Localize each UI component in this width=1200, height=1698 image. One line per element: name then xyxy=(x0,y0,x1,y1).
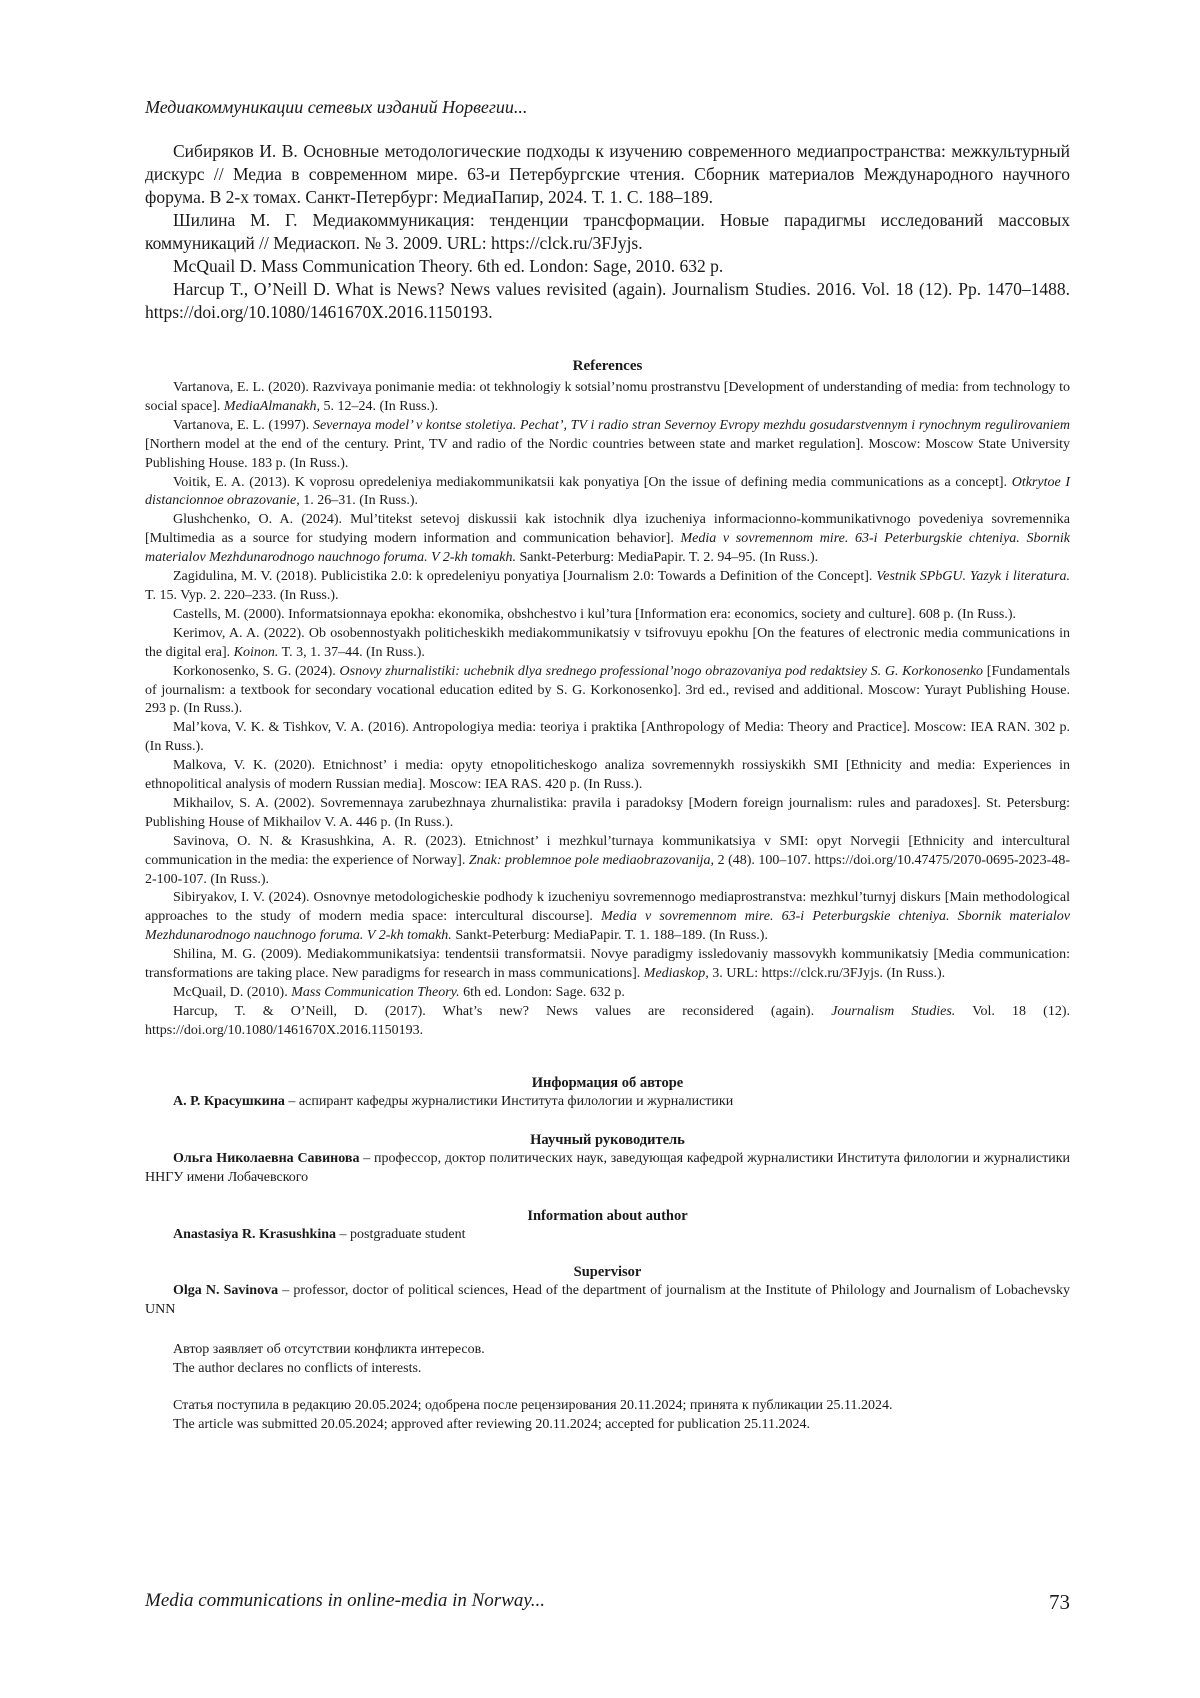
reference-text: Castells, M. (2000). Informatsionnaya epokha: ekonomika, obshchestvo i kul’tura [Information era: economics, society and culture]. 608 p. (In Russ.). xyxy=(173,606,1017,622)
supervisor-ru xyxy=(145,1132,1070,1187)
en-reference-item xyxy=(145,1003,1070,1041)
reference-text: Voitik, E. A. (2013). K voprosu opredeleniya mediakommunikatsii kak ponyatiya [On the issue of defining media communications as a concept]. xyxy=(173,474,1012,490)
author-info-en-heading: Information about author xyxy=(527,1208,688,1224)
reference-source: Otkrytoe I distancionnoe obrazovanie, xyxy=(145,474,1070,509)
reference-source: Vestnik SPbGU. Yazyk i literatura. xyxy=(876,569,1070,585)
reference-text: Mal’kova, V. K. & Tishkov, V. A. (2016). Antropologiya media: teoriya i praktika [Anthropology of Media: Theory and Practice]. Moscow: IEA RAN. 302 p. (In Russ.). xyxy=(145,720,1070,755)
references-heading: References xyxy=(572,358,643,374)
en-reference-list xyxy=(145,379,1070,1041)
en-reference-item xyxy=(145,625,1070,663)
supervisor-name: Ольга Николаевна Савинова xyxy=(173,1151,360,1166)
ru-reference-list xyxy=(145,140,1070,324)
reference-source: Koinon. xyxy=(233,644,279,660)
author-info-ru-text xyxy=(145,1092,1070,1111)
reference-text: Malkova, V. K. (2020). Etnichnost’ i media: opyty etnopoliticheskogo analiza sovremennykh rossiyskikh SMI [Ethnicity and media: Experiences in ethnopolitical analysis of modern Russian media]. Moscow: IEA RAS. 420 p. (In Russ.). xyxy=(145,758,1070,793)
reference-source: Severnaya model’ v kontse stoletiya. Pechat’, TV i radio stran Severnoy Evropy mezhdu gosudarstvennym i rynochnym regulirovaniem xyxy=(312,417,1071,433)
author-info-en-text xyxy=(145,1225,1070,1244)
reference-text: Zagidulina, M. V. (2018). Publicistika 2.0: k opredeleniyu ponyatiya [Journalism 2.0: Towards a Definition of the Concept]. xyxy=(173,569,877,585)
en-reference-item xyxy=(145,795,1070,833)
reference-source: Journalism Studies. xyxy=(831,1003,956,1019)
en-reference-item xyxy=(145,946,1070,984)
en-reference-item xyxy=(145,511,1070,568)
reference-text: Korkonosenko, S. G. (2024). xyxy=(173,663,340,679)
supervisor-en-heading: Supervisor xyxy=(573,1264,642,1280)
ru-reference-item: Harcup T., O’Neill D. What is News? News values revisited (again). Journalism Studies. 2016. Vol. 18 (12). Pp. 1470–1488. https://doi.org/10.1080/1461670X.2016.1150193. xyxy=(145,279,1070,322)
reference-text: 6th ed. London: Sage. 632 p. xyxy=(459,985,625,1000)
reference-text: Shilina, M. G. (2009). Mediakommunikatsiya: tendentsii transformatsii. Novye paradigmy issledovaniy massovykh kommunikatsiy [Media communication: transformations are taking place. New paradigms for research in mass communications]. xyxy=(145,947,1070,982)
reference-source: MediaAlmanakh, xyxy=(223,398,320,414)
ru-reference-item: Шилина М. Г. Медиакоммуникация: тенденции трансформации. Новые парадигмы исследований массовых коммуникаций // Медиаскоп. № 3. 2009. URL: https://clck.ru/3FJyjs. xyxy=(145,210,1070,253)
reference-text: Vol. 18 (12). https://doi.org/10.1080/1461670X.2016.1150193. xyxy=(145,1003,1070,1038)
page-number: 73 xyxy=(1049,1590,1070,1614)
en-reference-item xyxy=(145,719,1070,757)
reference-text: 5. 12–24. (In Russ.). xyxy=(319,398,439,414)
footer-title: Media communications in online-media in Norway... xyxy=(145,1590,546,1611)
running-head: Медиакоммуникации сетевых изданий Норвегии... xyxy=(145,97,528,117)
en-reference-item xyxy=(145,889,1070,946)
reference-text: Vartanova, E. L. (1997). xyxy=(173,417,313,433)
en-reference-item xyxy=(145,757,1070,795)
reference-source: Osnovy zhurnalistiki: uchebnik dlya srednego professional’nogo obrazovaniya pod redaktsiey S. G. Korkonosenko xyxy=(339,663,984,679)
reference-text: Sankt-Peterburg: MediaPapir. T. 2. 94–95. (In Russ.). xyxy=(515,550,819,566)
reference-text: Sankt-Peterburg: MediaPapir. T. 1. 188–189. (In Russ.). xyxy=(451,928,768,944)
ru-reference-item: Сибиряков И. В. Основные методологические подходы к изучению современного медиапространства: межкультурный дискурс // Медиа в современном мире. 63-и Петербургские чтения. Сборник материалов Международного научного форума. В 2-х томах. Санкт-Петербург: МедиаПапир, 2024. Т. 1. С. 188–189. xyxy=(145,141,1070,207)
author-desc: – postgraduate student xyxy=(336,1227,466,1242)
dates-en: The article was submitted 20.05.2024; approved after reviewing 20.11.2024; accepted for publication 25.11.2024. xyxy=(173,1417,810,1432)
reference-text: 3. URL: https://clck.ru/3FJyjs. (In Russ.). xyxy=(708,966,946,982)
dates-ru: Статья поступила в редакцию 20.05.2024; одобрена после рецензирования 20.11.2024; принята к публикации 25.11.2024. xyxy=(173,1398,893,1413)
reference-text: 2 (48). 100–107. https://doi.org/10.47475/2070-0695-2023-48-2-100-107. (In Russ.). xyxy=(145,852,1071,887)
reference-source: Mediaskop, xyxy=(643,966,709,982)
reference-source: Media v sovremennom mire. 63-i Peterburgskie chteniya. Sbornik materialov Mezhdunarodnogo nauchnogo foruma. V 2-kh tomakh. xyxy=(145,909,1070,944)
reference-text: [Northern model at the end of the century. Print, TV and radio of the Nordic countries between state and market regulation]. Moscow: Moscow State University Publishing House. 183 p. (In Russ.). xyxy=(145,436,1070,471)
supervisor-en xyxy=(145,1264,1070,1319)
reference-source: Mass Communication Theory. xyxy=(291,985,460,1000)
reference-text: [Fundamentals of journalism: a textbook for secondary vocational education edited by S. G. Korkonosenko]. 3rd ed., revised and additional. Moscow: Yurayt Publishing House. 293 p. (In Russ.). xyxy=(145,663,1070,717)
conflict-ru: Автор заявляет об отсутствии конфликта интересов. xyxy=(173,1342,485,1357)
reference-text: Sibiryakov, I. V. (2024). Osnovnye metodologicheskie podhody k izucheniyu sovremennogo mediaprostranstva: mezhkul’turnyj diskurs [Main methodological approaches to the study of modern media space: intercultural discourse]. xyxy=(145,890,1070,925)
en-reference-item xyxy=(145,568,1070,606)
reference-text: McQuail, D. (2010). xyxy=(173,985,292,1000)
en-reference-item xyxy=(145,833,1070,890)
author-desc: – аспирант кафедры журналистики Института филологии и журналистики xyxy=(284,1094,734,1109)
supervisor-en-text xyxy=(145,1281,1070,1319)
en-reference-item xyxy=(145,984,1070,1003)
reference-text: Harcup, T. & O’Neill, D. (2017). What’s new? News values are reconsidered (again). xyxy=(173,1003,832,1019)
en-reference-item xyxy=(145,606,1070,625)
en-reference-item xyxy=(145,663,1070,720)
conflict-statement xyxy=(145,1340,1070,1378)
author-info-ru-heading: Информация об авторе xyxy=(531,1075,684,1091)
supervisor-ru-text xyxy=(145,1149,1070,1187)
en-reference-item xyxy=(145,379,1070,417)
en-reference-item xyxy=(145,474,1070,512)
author-name: Anastasiya R. Krasushkina xyxy=(173,1227,336,1242)
reference-text: T. 3, 1. 37–44. (In Russ.). xyxy=(278,644,425,660)
reference-text: Savinova, O. N. & Krasushkina, A. R. (2023). Etnichnost’ i mezhkul’turnaya kommunikatsiya v SMI: opyt Norvegii [Ethnicity and intercultural communication in the media: the experience of Norway]. xyxy=(145,833,1070,868)
reference-text: Mikhailov, S. A. (2002). Sovremennaya zarubezhnaya zhurnalistika: pravila i paradoksy [Modern foreign journalism: rules and paradoxes]. St. Petersburg: Publishing House of Mikhailov V. A. 446 p. (In Russ.). xyxy=(145,795,1070,830)
reference-text: T. 15. Vyp. 2. 220–233. (In Russ.). xyxy=(145,587,339,603)
submission-dates xyxy=(145,1396,1070,1434)
supervisor-desc: – профессор, доктор политических наук, заведующая кафедрой журналистики Института филологии и журналистики ННГУ имени Лобачевского xyxy=(145,1151,1071,1185)
supervisor-ru-heading: Научный руководитель xyxy=(530,1132,685,1148)
supervisor-name: Olga N. Savinova xyxy=(173,1283,279,1298)
reference-text: 1. 26–31. (In Russ.). xyxy=(299,493,418,509)
conflict-en: The author declares no conflicts of interests. xyxy=(173,1361,422,1376)
reference-text: Glushchenko, O. A. (2024). Mul’titekst setevoj diskussii kak istochnik dlya izucheniya informacionno-kommunikativnogo povedeniya sovremennika [Multimedia as a source for studying modern information and communication behavior]. xyxy=(145,512,1070,547)
ru-reference-item: McQuail D. Mass Communication Theory. 6th ed. London: Sage, 2010. 632 p. xyxy=(173,256,724,276)
reference-text: Vartanova, E. L. (2020). Razvivaya ponimanie media: ot tekhnologiy k sotsial’nomu prostranstvu [Development of understanding of media: from technology to social space]. xyxy=(145,380,1070,414)
reference-source: Media v sovremennom mire. 63-i Peterburgskie chteniya. Sbornik materialov Mezhdunarodnogo nauchnogo foruma. V 2-kh tomakh. xyxy=(145,531,1070,566)
reference-text: Kerimov, A. A. (2022). Ob osobennostyakh politicheskikh mediakommunikatsiy v tsifrovuyu epokhu [On the features of electronic media communications in the digital era]. xyxy=(145,625,1070,660)
reference-source: Znak: problemnoe pole mediaobrazovanija, xyxy=(468,852,715,868)
supervisor-desc: – professor, doctor of political sciences, Head of the department of journalism at the Institute of Philology and Journalism of Lobachevsky UNN xyxy=(145,1283,1071,1317)
en-reference-item xyxy=(145,417,1070,474)
author-info-ru xyxy=(145,1075,1070,1111)
author-info-en xyxy=(145,1208,1070,1244)
author-name: А. Р. Красушкина xyxy=(173,1094,285,1109)
